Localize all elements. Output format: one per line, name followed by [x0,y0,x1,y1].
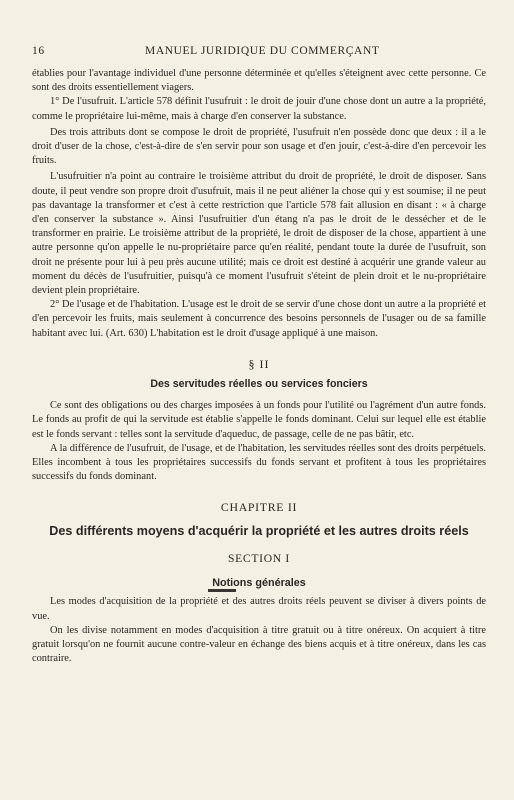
section-subtitle-wrap [32,576,486,590]
page-body [32,67,486,666]
paragraph-usage-habitation: 2° De l'usage et de l'habitation. L'usage est le droit de se servir d'une chose dont un autre a la propriété et d'en percevoir les fruits, mais seulement à concurrence des besoins personnels de l'usager ou de sa famille habitant avec lui. (Art. 630) L'habitation est le droit d'usage appliqué à une maison. [32,299,486,339]
paragraph: L'usufruitier n'a point au contraire le troisième attribut du droit de propriété, le droit de disposer. Sans doute, il peut vendre son propre droit d'usufruit, mais il ne peut aliéner la chose qui y est soumise; il ne peut pas davantage la transformer et c'est à cette restriction que l'article 578 fait allusion en disant : « à charge d'en conserver la substance ». Ainsi l'usufruitier d'un étang n'a pas le droit de le dessécher et de le transformer en prairie. Le troisième attribut de la propriété, le droit de disposer de la chose, appartient à une autre personne qu'on appelle le nu-propriétaire parce qu'en réalité, pendant toute la durée de l'usufruit, son droit ne présente pour lui à peu près aucune utilité; mais ce droit est destiné à acquérir une grande valeur au moment du décès de l'usufruitier, puisqu'à ce moment l'usufruit s'éteint de plein droit et le nu-propriétaire devient plein propriétaire. [32,171,486,297]
paragraph: établies pour l'avantage individuel d'une personne déterminée et qu'elles s'éteignent avec cette personne. Ce sont des droits essentiellement viagers. [32,68,486,94]
section-label: SECTION I [227,551,290,565]
paragraph: Des trois attributs dont se compose le droit de propriété, l'usufruit n'en possède donc que deux : il a le droit d'user de la chose, c'est-à-dire de s'en servir pour son usage et d'en jouir, c'est-à-dire d'en percevoir les fruits. [32,126,486,167]
paragraph: Les modes d'acquisition de la propriété et des autres droits réels peuvent se diviser à divers points de vue. [32,596,486,622]
running-title: MANUEL JURIDIQUE DU COMMERÇANT [145,45,380,57]
page-header [32,45,482,59]
section-subtitle: Notions générales [212,577,306,590]
chapter-label: CHAPITRE II [220,500,298,515]
paragraph: On les divise notamment en modes d'acquisition à titre gratuit ou à titre onéreux. On acquiert à titre gratuit lorsqu'on ne fournit aucune contre-valeur en échange des biens acquis et à titre onéreux, dans les cas contraire. [32,624,486,665]
paragraph: Ce sont des obligations ou des charges imposées à un fonds pour l'utilité ou l'agrément d'un autre fonds. Le fonds au profit de qui la servitude est établie s'appelle le fonds dominant. Celui sur lequel elle est établie est le fonds servant : telles sont la servitude d'aqueduc, de passage, celle de ne pas bâtir, etc. [32,400,486,440]
section-mark: § II [248,356,270,371]
chapter-title: Des différents moyens d'acquérir la propriété et les autres droits réels [49,523,469,538]
paragraph-usufruit-definition: 1° De l'usufruit. L'article 578 définit l'usufruit : le droit de jouir d'une chose dont un autre a la propriété, comme le propriétaire lui-même, mais à charge d'en conserver la substance. [32,96,486,122]
paragraph: A la différence de l'usufruit, de l'usage, et de l'habitation, les servitudes réelles sont des droits perpétuels. Elles incombent à tous les propriétaires successifs du fonds servant et profitent à tous les propriétaires successifs du fonds dominant. [32,442,486,483]
section-heading: Des servitudes réelles ou services fonciers [150,378,368,391]
page-number: 16 [32,45,45,57]
ink-mark [208,589,236,592]
